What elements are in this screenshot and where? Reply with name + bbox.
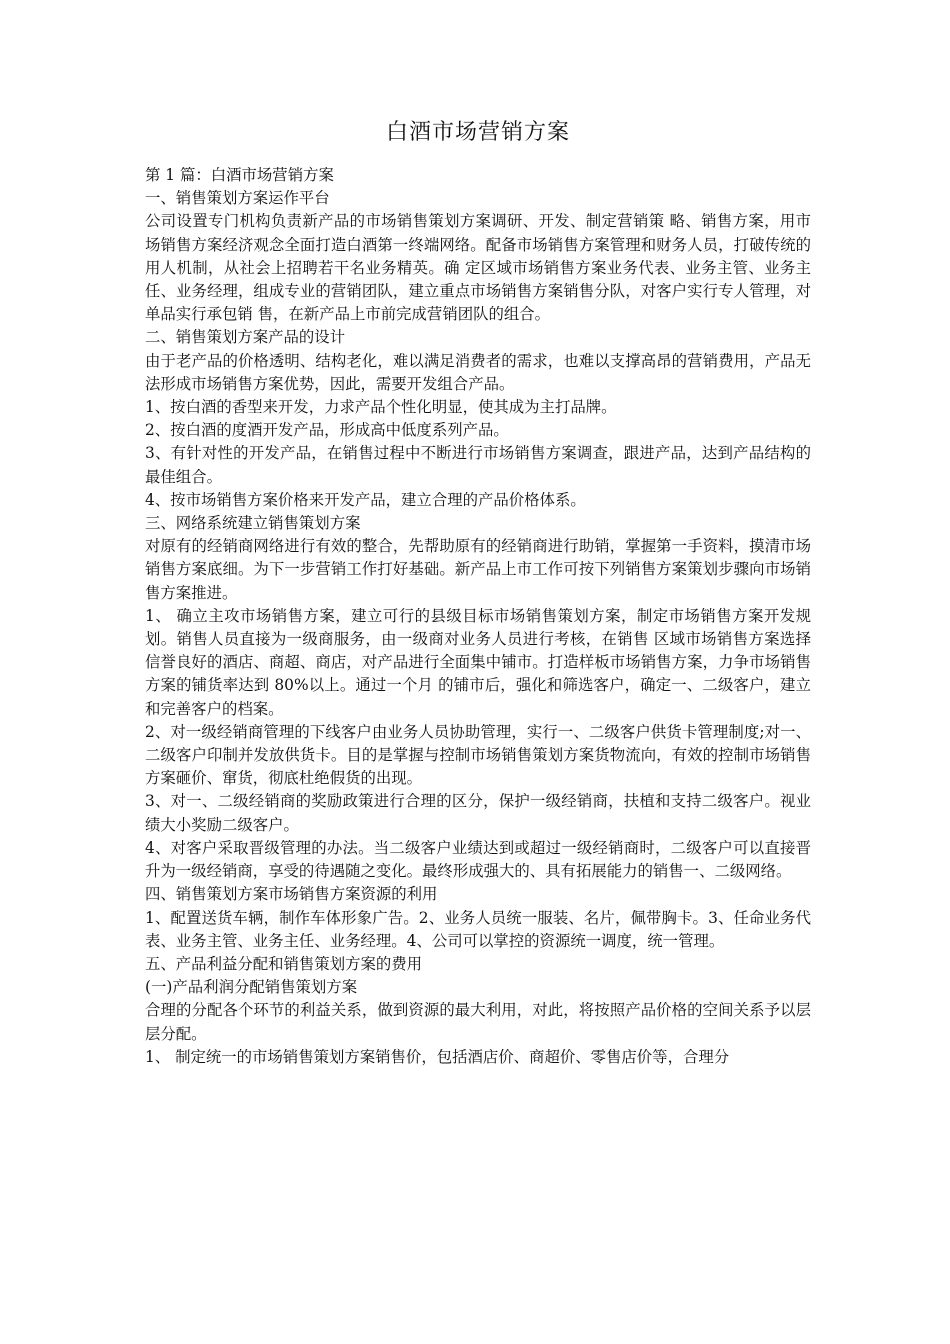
list-item: 2、对一级经销商管理的下线客户由业务人员协助管理，实行一、二级客户供货卡管理制度;对一、二级客户印制并发放供货卡。目的是掌握与控制市场销售策划方案货物流向，有效的控制市场销售方案砸价、窜货，彻底杜绝假货的出现。 (145, 722, 811, 788)
document-page (145, 118, 811, 1069)
document-title: 白酒市场营销方案 (385, 120, 570, 145)
section-heading-2: 二、销售策划方案产品的设计 (145, 328, 346, 347)
paragraph: 对原有的经销商网络进行有效的整合，先帮助原有的经销商进行助销，掌握第一手资料，摸清市场销售方案底细。为下一步营销工作打好基础。新产品上市工作可按下列销售方案策划步骤向市场销售方案推进。 (145, 537, 811, 602)
paragraph: 1、配置送货车辆，制作车体形象广告。2、业务人员统一服装、名片，佩带胸卡。3、任命业务代表、业务主管、业务主任、业务经理。4、公司可以掌控的资源统一调度，统一管理。 (145, 908, 811, 950)
paragraph: 由于老产品的价格透明、结构老化，难以满足消费者的需求，也难以支撑高昂的营销费用，产品无法形成市场销售方案优势，因此，需要开发组合产品。 (145, 351, 811, 393)
paragraph: 合理的分配各个环节的利益关系，做到资源的最大利用，对此，将按照产品价格的空间关系予以层层分配。 (145, 1001, 811, 1043)
list-item: 3、对一、二级经销商的奖励政策进行合理的区分，保护一级经销商，扶植和支持二级客户。视业绩大小奖励二级客户。 (145, 792, 811, 834)
section-heading-4: 四、销售策划方案市场销售方案资源的利用 (145, 885, 438, 904)
list-item: 1、按白酒的香型来开发，力求产品个性化明显，使其成为主打品牌。 (145, 398, 617, 417)
subsection-heading: (一)产品利润分配销售策划方案 (145, 978, 358, 997)
section-part-heading: 第 1 篇：白酒市场营销方案 (145, 166, 334, 184)
section-heading-1: 一、销售策划方案运作平台 (145, 189, 330, 208)
section-heading-3: 三、网络系统建立销售策划方案 (145, 514, 361, 533)
list-item: 1、 制定统一的市场销售策划方案销售价，包括酒店价、商超价、零售店价等，合理分 (145, 1047, 730, 1066)
section-heading-5: 五、产品利益分配和销售策划方案的费用 (145, 954, 423, 973)
list-item: 4、对客户采取晋级管理的办法。当二级客户业绩达到或超过一级经销商时，二级客户可以直接晋升为一级经销商，享受的待遇随之变化。最终形成强大的、具有拓展能力的销售一、二级网络。 (145, 838, 811, 881)
list-item: 2、按白酒的度酒开发产品，形成高中低度系列产品。 (145, 421, 509, 440)
list-item: 1、 确立主攻市场销售方案，建立可行的县级目标市场销售策划方案，制定市场销售方案开发规划。销售人员直接为一级商服务，由一级商对业务人员进行考核，在销售 区域市场销售方案选择信誉良好的酒店、商超、商店，对产品进行全面集中铺市。打造样板市场销售方案，力争市场销售方案的铺货率达到 80%以上。通过一个月 的铺市后，强化和筛选客户，确定一、二级客户，建立和完善客户的档案。 (145, 606, 811, 718)
list-item: 3、有针对性的开发产品，在销售过程中不断进行市场销售方案调查，跟进产品，达到产品结构的最佳组合。 (145, 444, 811, 486)
paragraph: 公司设置专门机构负责新产品的市场销售策划方案调研、开发、制定营销策 略、销售方案，用市场销售方案经济观念全面打造白酒第一终端网络。配备市场销售方案管理和财务人员，打破传统的用人机制，从社会上招聘若干名业务精英。确 定区域市场销售方案业务代表、业务主管、业务主任、业务经理，组成专业的营销团队，建立重点市场销售方案销售分队，对客户实行专人管理，对单品实行承包销 售，在新产品上市前完成营销团队的组合。 (145, 212, 811, 324)
list-item: 4、按市场销售方案价格来开发产品，建立合理的产品价格体系。 (145, 490, 586, 509)
